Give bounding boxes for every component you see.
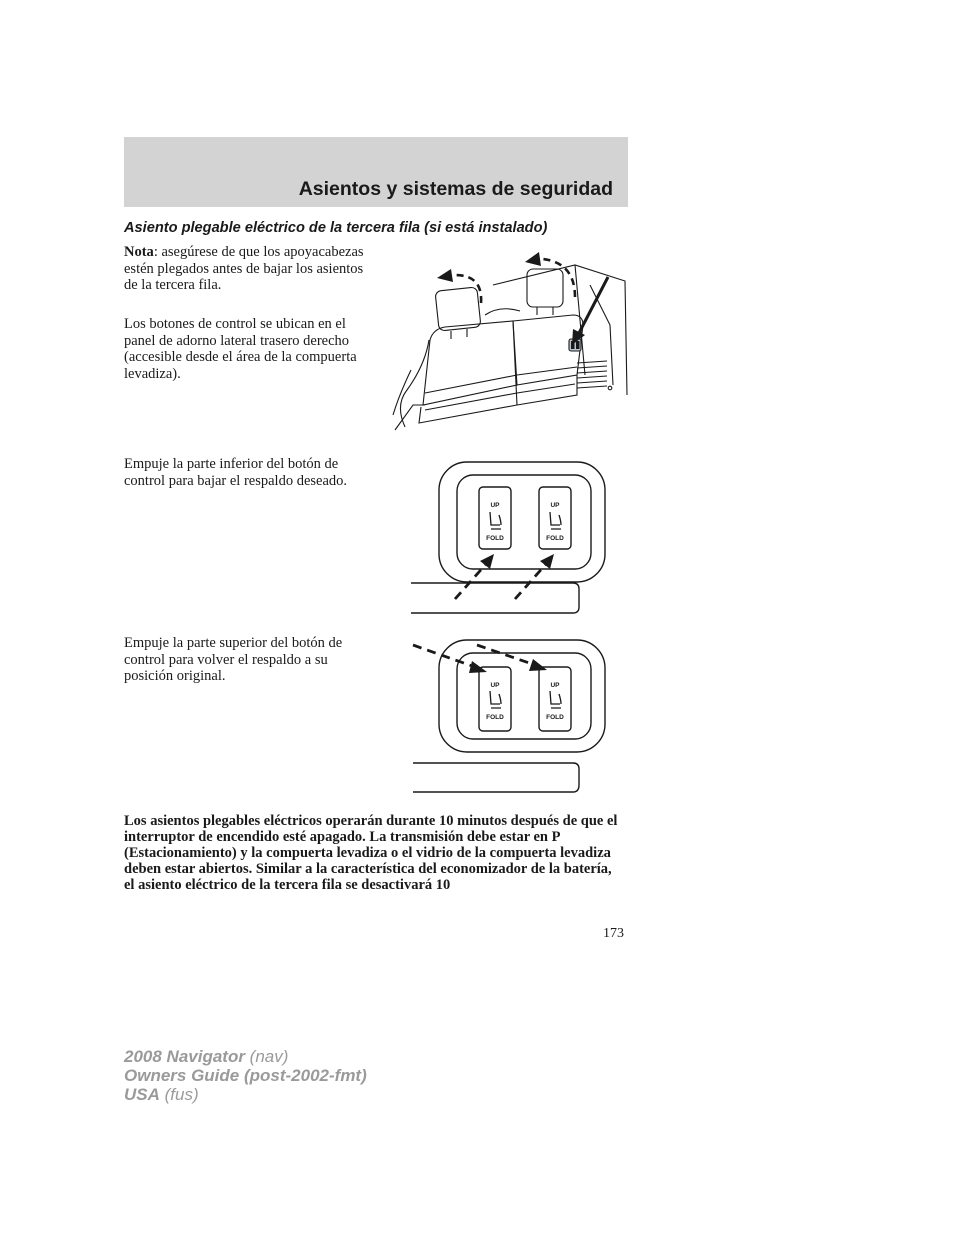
section-heading: Asiento plegable eléctrico de la tercera fila (si está instalado): [124, 220, 548, 236]
footer-line-3: [124, 1085, 367, 1104]
right-switch-up-label: UP: [550, 682, 560, 689]
controls-location-paragraph: Los botones de control se ubican en el panel de adorno lateral trasero derecho (accesible desde el área de la compuerta levadiza).: [124, 316, 357, 382]
seat-icon: [490, 691, 501, 708]
left-switch-up-label: UP: [490, 682, 500, 689]
seat-icon: [550, 691, 561, 708]
seat-icon: [490, 512, 501, 529]
note-text: : asegúrese de que los apoyacabezas estén plegados antes de bajar los asientos de la tercera fila.: [124, 244, 364, 293]
left-switch-fold-label: FOLD: [486, 714, 504, 721]
left-switch-fold-label: FOLD: [486, 535, 504, 542]
third-row-seat-illustration: [385, 245, 630, 435]
raise-instruction-paragraph: Empuje la parte superior del botón de control para volver el respaldo a su posición original.: [124, 635, 343, 684]
seat-icon: [550, 512, 561, 529]
footer-line-2: [124, 1066, 367, 1085]
page-number: 173: [603, 926, 624, 941]
fold-instruction-paragraph: Empuje la parte inferior del botón de control para bajar el respaldo deseado.: [124, 456, 348, 489]
right-switch-up-label: UP: [550, 502, 560, 509]
footer-market-code: (fus): [159, 1085, 199, 1104]
document-footer: [124, 1047, 367, 1104]
left-switch-up-label: UP: [490, 502, 500, 509]
footer-model: 2008 Navigator: [124, 1047, 245, 1066]
page-title: Asientos y sistemas de seguridad: [298, 178, 613, 200]
footer-market: USA: [124, 1085, 160, 1104]
header-band: [124, 137, 628, 207]
right-seat-switch: [539, 667, 571, 731]
operation-warning-paragraph: Los asientos plegables eléctricos operarán durante 10 minutos después de que el interruptor de encendido esté apagado. La transmisión debe estar en P (Estacionamiento) y la compuerta levadiza o el vidrio de la compuerta levadiza deben estar abiertos. Similar a la característica del economizador de la batería, el asiento eléctrico de la tercera fila se desactivará 10: [124, 813, 618, 893]
left-seat-switch: [479, 667, 511, 731]
note-paragraph: [124, 244, 379, 294]
footer-line-1: [124, 1047, 367, 1066]
right-switch-fold-label: FOLD: [546, 535, 564, 542]
fold-switch-diagram: [405, 455, 615, 620]
footer-guide: Owners Guide (post-2002-fmt): [124, 1066, 367, 1085]
footer-model-code: (nav): [244, 1047, 289, 1066]
note-label: Nota: [124, 244, 154, 260]
right-switch-fold-label: FOLD: [546, 714, 564, 721]
raise-switch-diagram: [405, 633, 615, 798]
